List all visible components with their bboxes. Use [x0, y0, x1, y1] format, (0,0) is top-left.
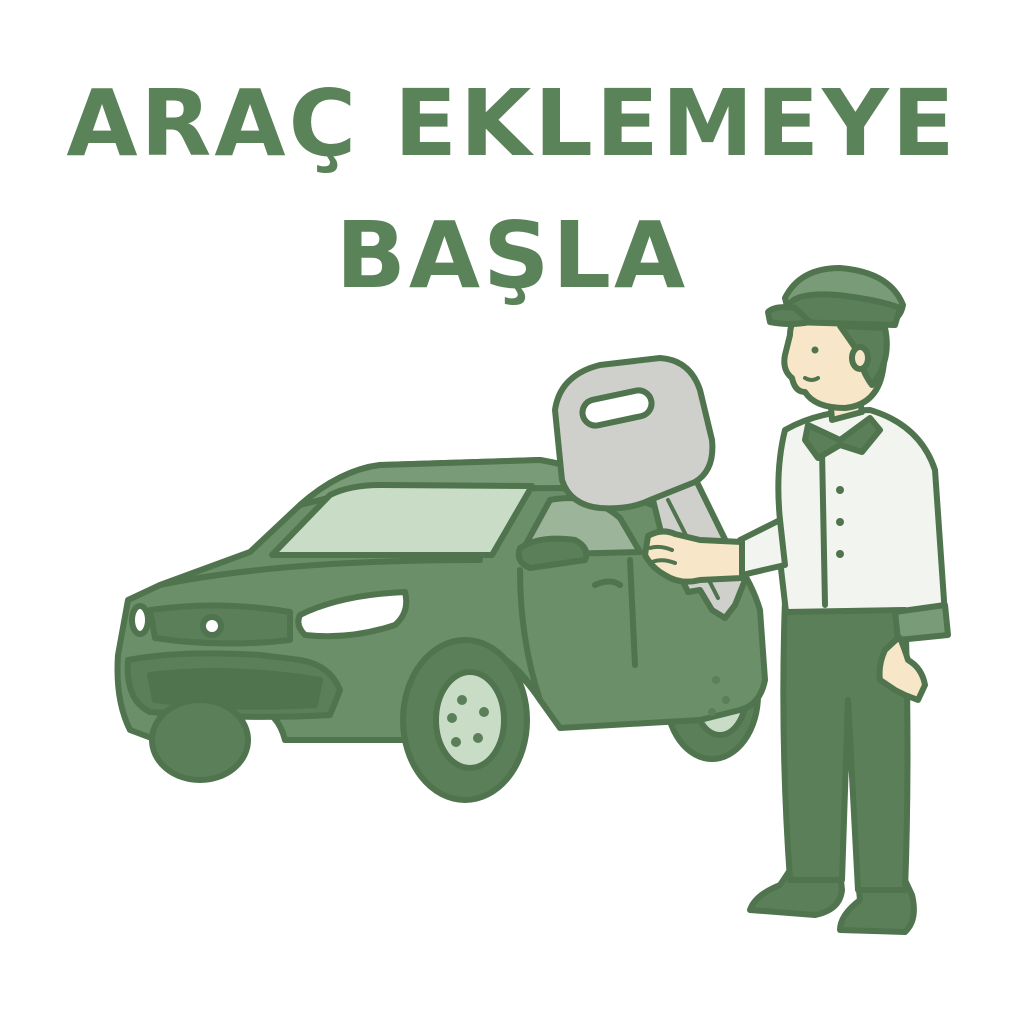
valet-attendant-icon: [738, 268, 948, 932]
car-rear-left-wheel: [152, 700, 248, 780]
headline-line-1: ARAÇ EKLEMEYE: [66, 70, 958, 177]
car-side-mirror: [519, 539, 587, 568]
attendant-left-hand: [645, 531, 742, 581]
key-bow: [555, 358, 712, 508]
headline-line-2: BAŞLA: [335, 202, 689, 309]
